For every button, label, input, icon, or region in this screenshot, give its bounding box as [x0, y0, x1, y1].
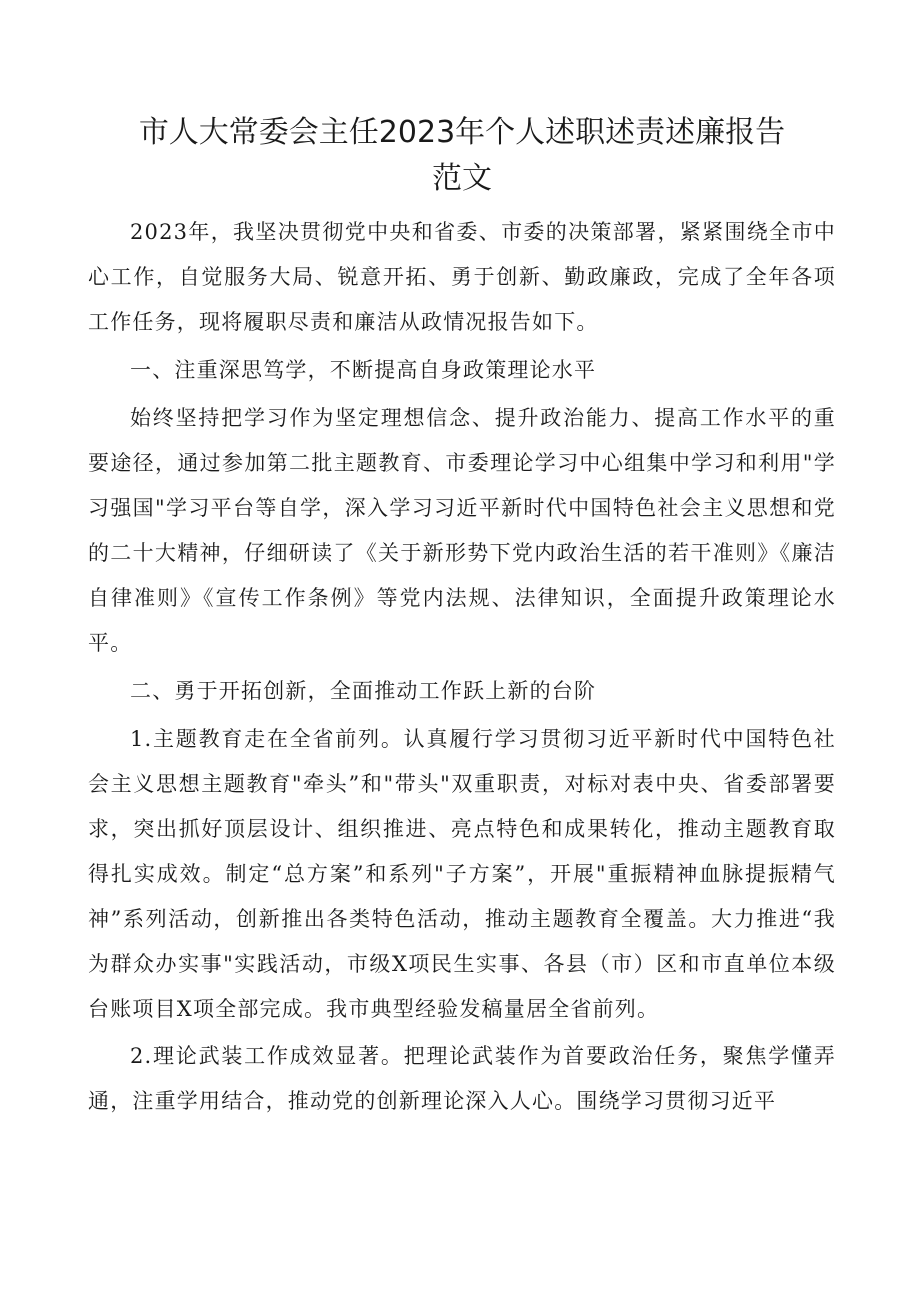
- title-line-2: 范文: [432, 161, 492, 196]
- section-1-heading: 一、注重深思笃学，不断提高自身政策理论水平: [130, 358, 597, 382]
- intro-paragraph: 2023年，我坚决贯彻党中央和省委、市委的决策部署，紧紧围绕全市中心工作，自觉服务大局、锐意开拓、勇于创新、勤政廉政，完成了全年各项工作任务，现将履职尽责和廉洁从政情况报告如下。: [88, 220, 836, 334]
- item-1-paragraph: 1.主题教育走在全省前列。认真履行学习贯彻习近平新时代中国特色社会主义思想主题教育"牵头”和"带头"双重职责，对标对表中央、省委部署要求，突出抓好顶层设计、组织推进、亮点特色和成果转化，推动主题教育取得扎实成效。制定“总方案”和系列"子方案”，开展"重振精神血脉提振精气神”系列活动，创新推出各类特色活动，推动主题教育全覆盖。大力推进“我为群众办实事"实践活动，市级X项民生实事、各县（市）区和市直单位本级台账项目X项全部完成。我市典型经验发稿量居全省前列。: [88, 727, 836, 1021]
- document-page: [88, 110, 836, 1124]
- item-2-paragraph: 2.理论武装工作成效显著。把理论武装作为首要政治任务，聚焦学懂弄通，注重学用结合，推动党的创新理论深入人心。围绕学习贯彻习近平: [88, 1044, 836, 1113]
- title-line-1: 市人大常委会主任2023年个人述职述责述廉报告: [138, 115, 786, 150]
- section-2-heading: 二、勇于开拓创新，全面推动工作跃上新的台阶: [130, 679, 597, 703]
- section-1-paragraph: 始终坚持把学习作为坚定理想信念、提升政治能力、提高工作水平的重要途径，通过参加第二批主题教育、市委理论学习中心组集中学习和利用"学习强国"学习平台等自学，深入学习习近平新时代中国特色社会主义思想和党的二十大精神，仔细研读了《关于新形势下党内政治生活的若干准则》《廉洁自律准则》《宣传工作条例》等党内法规、法律知识，全面提升政策理论水平。: [88, 406, 836, 655]
- document-title: [88, 110, 836, 202]
